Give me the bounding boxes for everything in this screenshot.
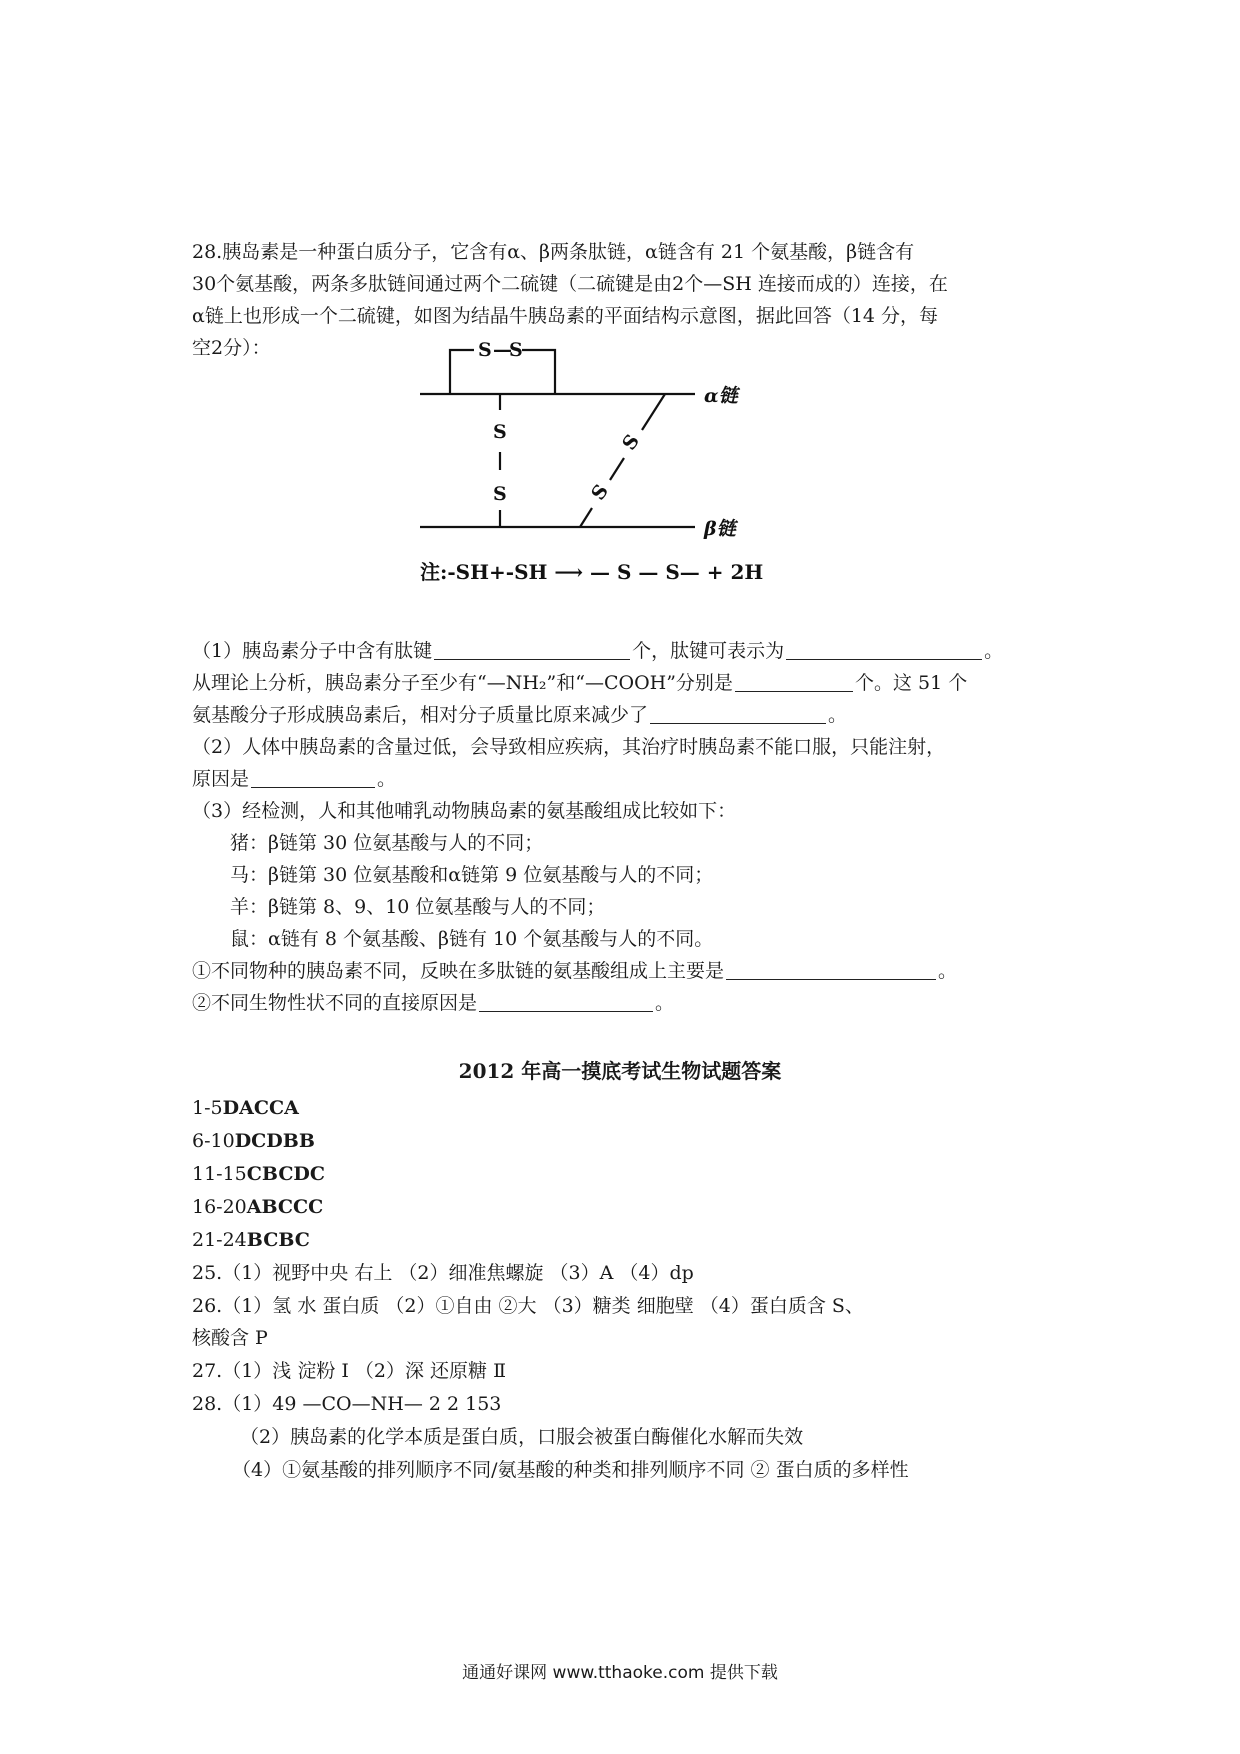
mc-range: 11-15	[192, 1163, 247, 1185]
answer-26-line-1: 26.（1）氢 水 蛋白质 （2）①自由 ②大 （3）糖类 细胞壁 （4）蛋白质含 S、	[192, 1295, 864, 1317]
sub1-text-g: 。	[828, 704, 848, 726]
sub2-line-2	[192, 763, 1062, 795]
sub2-text-c: 。	[377, 768, 397, 790]
answer-blank[interactable]	[726, 957, 936, 980]
mc-answer-row	[192, 1092, 1062, 1124]
answer-blank[interactable]	[786, 637, 982, 660]
diagram-note: 注:-SH+-SH ⟶ — S — S— + 2H	[420, 560, 764, 584]
s-label: S	[493, 421, 507, 443]
mc-answers: CBCDC	[246, 1163, 326, 1185]
mc-answers: BCBC	[246, 1229, 310, 1251]
dash-label: —	[493, 339, 512, 361]
q28-line-4: 空2分）：	[192, 337, 271, 359]
sub1-text-a: （1）胰岛素分子中含有肽键	[192, 640, 433, 662]
mc-answers: ABCCC	[246, 1196, 324, 1218]
s-label: S	[587, 480, 614, 505]
sub3-intro: （3）经检测，人和其他哺乳动物胰岛素的氨基酸组成比较如下：	[192, 800, 737, 822]
sub1-text-d: 从理论上分析，胰岛素分子至少有“—NH₂”和“—COOH”分别是	[192, 672, 733, 694]
sub1-text-f: 氨基酸分子形成胰岛素后，相对分子质量比原来减少了	[192, 704, 649, 726]
answer-28-line-3: （4）①氨基酸的排列顺序不同/氨基酸的种类和排列顺序不同 ② 蛋白质的多样性	[232, 1459, 909, 1481]
answer-blank[interactable]	[479, 989, 653, 1012]
sub1-line-1	[192, 635, 1062, 667]
answer-blank[interactable]	[251, 765, 375, 788]
sub1-line-3	[192, 699, 1062, 731]
alpha-chain-label: α链	[704, 385, 738, 407]
mc-range: 21-24	[192, 1229, 247, 1251]
answer-blank[interactable]	[434, 637, 630, 660]
q28-line-1: 28.胰岛素是一种蛋白质分子，它含有α、β两条肽链，α链含有 21 个氨基酸，β链含有	[192, 241, 915, 263]
sub2-text-b: 原因是	[192, 768, 250, 790]
sub3-q1	[192, 955, 1062, 987]
intra-bond-right	[522, 350, 555, 394]
sub1-text-e: 个。这 51 个	[854, 672, 968, 694]
mc-range: 16-20	[192, 1196, 247, 1218]
mc-answer-row	[192, 1191, 1062, 1223]
mc-answer-row	[192, 1224, 1062, 1256]
sub3-q2-end: 。	[655, 992, 675, 1014]
answer-key-title: 2012 年高一摸底考试生物试题答案	[458, 1059, 782, 1083]
answer-28-line-1: 28.（1）49 —CO—NH— 2 2 153	[192, 1393, 502, 1415]
answer-28-line-2: （2）胰岛素的化学本质是蛋白质，口服会被蛋白酶催化水解而失效	[240, 1426, 804, 1448]
sub3-q1-end: 。	[938, 960, 958, 982]
sub3-item-mouse: 鼠：α链有 8 个氨基酸、β链有 10 个氨基酸与人的不同。	[230, 928, 714, 950]
mc-answers: DACCA	[222, 1097, 299, 1119]
answer-25: 25.（1）视野中央 右上 （2）细准焦螺旋 （3）A （4）dp	[192, 1262, 694, 1284]
q28-line-3: α链上也形成一个二硫键，如图为结晶牛胰岛素的平面结构示意图，据此回答（14 分，每	[192, 305, 939, 327]
intra-bond-left	[450, 350, 474, 394]
sub3-item-horse: 马：β链第 30 位氨基酸和α链第 9 位氨基酸与人的不同；	[230, 864, 714, 886]
answer-27: 27.（1）浅 淀粉 Ⅰ （2）深 还原糖 Ⅱ	[192, 1360, 507, 1382]
sub3-item-sheep: 羊：β链第 8、9、10 位氨基酸与人的不同；	[230, 896, 606, 918]
s-label: S	[478, 339, 492, 361]
q28-line-2: 30个氨基酸，两条多肽链间通过两个二硫键（二硫键是由2个—SH 连接而成的）连接，在	[192, 273, 948, 295]
mc-range: 1-5	[192, 1097, 223, 1119]
mc-range: 6-10	[192, 1130, 235, 1152]
mc-answer-row	[192, 1125, 1062, 1157]
page-footer: 通通好课网 www.tthaoke.com 提供下载	[462, 1663, 778, 1683]
insulin-structure-diagram	[420, 332, 780, 592]
sub3-q1-text: ①不同物种的胰岛素不同，反映在多肽链的氨基酸组成上主要是	[192, 960, 725, 982]
sub1-line-2	[192, 667, 1062, 699]
sub3-item-pig: 猪：β链第 30 位氨基酸与人的不同；	[230, 832, 544, 854]
s-label: S	[509, 339, 523, 361]
answer-26-line-2: 核酸含 P	[192, 1327, 268, 1349]
mc-answers: DCDBB	[234, 1130, 315, 1152]
mc-answer-row	[192, 1158, 1062, 1190]
s-label: S	[618, 430, 645, 455]
s-label: S	[493, 483, 507, 505]
answer-blank[interactable]	[735, 669, 853, 692]
sub3-q2-text: ②不同生物性状不同的直接原因是	[192, 992, 478, 1014]
sub2-line-1: （2）人体中胰岛素的含量过低，会导致相应疾病，其治疗时胰岛素不能口服，只能注射，	[192, 736, 946, 758]
sub3-q2	[192, 987, 1062, 1019]
sub1-text-b: 个，肽键可表示为	[632, 640, 785, 662]
sub1-text-c: 。	[984, 640, 1004, 662]
beta-chain-label: β链	[704, 518, 736, 540]
answer-blank[interactable]	[650, 701, 826, 724]
